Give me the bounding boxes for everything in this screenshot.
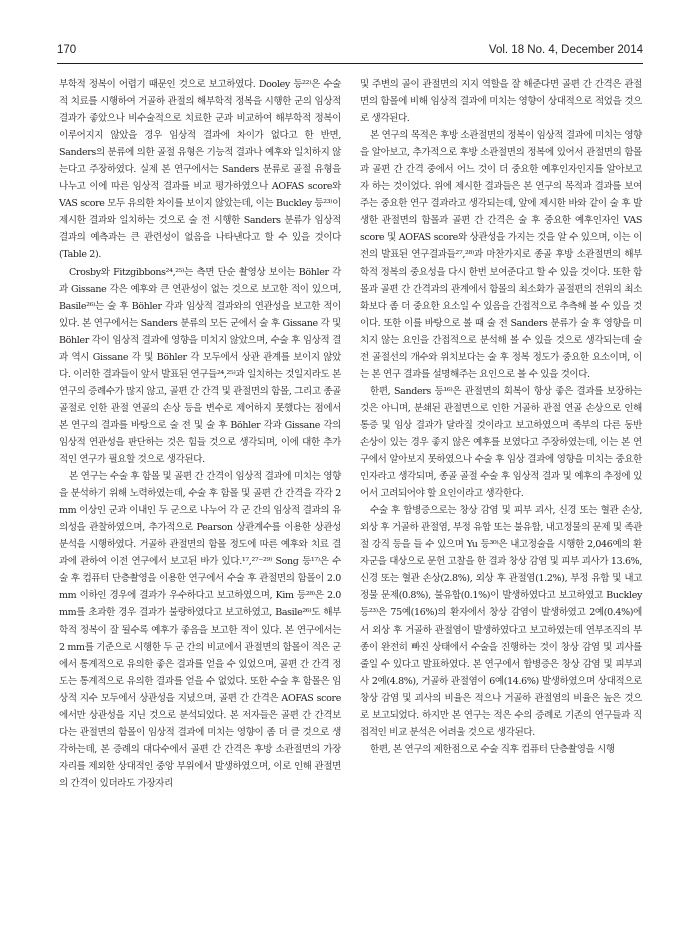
paragraph: Crosby와 Fitzgibbons²⁴,²⁵⁾는 측면 단순 촬영상 보이는 Böhler 각과 Gissane 각은 예후와 큰 연관성이 없는 것으로 보고한 적이 있으며, Basile²⁶⁾는 술 후 Böhler 각과 임상적 결과와의 연관성을 보고한 적이 있다. 본 연구에서는 Sanders 분류의 모든 군에서 술 후 Gissane 각 및 Böhler 각이 임상적 결과에 영향을 미치지 않았으며, 수술 후 임상적 결과 역시 Gissane 각 및 Böhler 각 모두에서 상관 관계를 보이지 않았다. 이러한 결과들이 앞서 발표된 연구들²⁴,²⁵⁾과 일치하는 것일지라도 본 연구의 증례수가 많지 않고, 골편 간 간격 및 관절면의 함몰, 그리고 종골 골절로 인한 관절 연골의 손상 등을 변수로 제어하지 못했다는 점에서 본 연구의 결과를 바탕으로 술 전 및 술 후 Böhler 각과 Gissane 각의 임상적 연관성을 판단하는 것은 힘들 것으로 생각되며, 이에 대한 추가적인 연구가 필요할 것으로 생각된다. — [59, 266, 341, 466]
paragraph: 본 연구의 목적은 후방 소관절면의 정복이 임상적 결과에 미치는 영향을 알아보고, 추가적으로 후방 소관절면의 정복에 있어서 관절면의 함몰과 골편 간 간격 중에서 어느 것이 더 중요한 예후인자인지를 알아보고자 하는 것이었다. 위에 제시한 결과들은 본 연구의 목적과 결과를 보여주는 중요한 연구 결과라고 생각되는데, 앞에 제시한 바와 같이 술 후 발생한 관절면의 함몰과 골편 간 간격은 술 후 중요한 예후인자인 VAS score 및 AOFAS score와 상관성을 가지는 것을 알 수 있으며, 이는 이전의 발표된 연구결과들²⁷,²⁸⁾과 마찬가지로 종골 후방 소관절면의 해부학적 정복의 중요성을 다시 한번 보여준다고 할 수 있을 것이다. 또한 함몰과 골편 간 간격과의 관계에서 함몰의 최소화가 골절편의 전위의 최소화보다 좀 더 중요한 요소일 수 있음을 간접적으로 추측해 볼 수 있을 것이다. 또한 이를 바탕으로 볼 때 술 전 Sanders 분류가 술 후 영향을 미치지 않는 요인을 간접적으로 분석해 볼 수 있을 것으로 생각되는데 술 전 골절선의 개수와 위치보다는 술 후 정복 정도가 중요한 요소이며, 이는 본 연구 결과를 설명해주는 요인으로 볼 수 있을 것이다. — [360, 130, 642, 380]
journal-reference: Vol. 18 No. 4, December 2014 — [488, 44, 643, 56]
paragraph: 한편, Sanders 등¹⁶⁾은 관절면의 회복이 항상 좋은 결과를 보장하는 것은 아니며, 분쇄된 관절면으로 인한 거골하 관절 연골 손상으로 인해 통증 및 임상 결과가 달라질 것이라고 보고하였으며 족부의 다른 동반 손상이 있는 경우 좋지 않은 예후를 보였다고 주장하였는데, 이는 본 연구에서 알아보지 못하였으나 수술 후 임상 결과에 영향을 미치는 중요한 인자라고 생각되며, 종골 골절 수술 후 임상적 결과 및 예후의 추정에 있어서 고려되어야 할 요인이라고 생각한다. — [360, 385, 642, 500]
paragraph: 수술 후 합병증으로는 창상 감염 및 피부 괴사, 신경 또는 혈관 손상, 외상 후 거골하 관절염, 부정 유합 또는 불유합, 내고정물의 문제 및 족관절 강직 등을 들 수 있으며 Yu 등³⁰⁾은 내고정술을 시행한 2,046예의 환자군을 대상으로 문헌 고찰을 한 결과 창상 감염 및 피부 괴사가 13.6%, 신경 또는 혈관 손상(2.8%), 외상 후 관절염(1.2%), 부정 유합 및 내고정물 문제(0.8%), 불유합(0.1%)이 발생하였다고 보고하였고 Buckley 등²³⁾은 75예(16%)의 환자에서 창상 감염이 발생하였고 2예(0.4%)에서 외상 후 거골하 관절염이 발생하였다고 보고하였는데 연부조직의 부종이 완전히 빠진 상태에서 수술을 진행하는 것이 창상 감염 및 괴사를 줄일 수 있다고 발표하였다. 본 연구에서 합병증은 창상 감염 및 피부괴사 2예(4.8%), 거골하 관절염이 6예(14.6%) 발생하였으며 상대적으로 창상 감염 및 괴사의 비율은 적으나 거골하 관절염의 비율은 높은 것으로 보고되었다. 하지만 본 연구는 적은 수의 증례로 기존의 연구들과 직접적인 비교 분석은 어려울 것으로 생각된다. — [360, 505, 642, 738]
right-column — [360, 76, 642, 758]
paragraph: 부학적 정복이 어렵기 때문인 것으로 보고하였다. Dooley 등²²⁾은 수술적 치료를 시행하여 거골하 관절의 해부학적 정복을 시행한 군의 임상적 결과가 좋았으나 비수술적으로 치료한 군과 비교하여 해부학적 정복이 이루어지지 않았을 경우 임상적 결과에 차이가 없다고 한 반면, Sanders의 분류에 의한 골절 유형은 기능적 결과나 예후와 일치하지 않는다고 주장하였다. 실제 본 연구에서는 Sanders 분류로 골절 유형을 나누고 이에 따른 임상적 결과를 비교 평가하였으나 AOFAS score와 VAS score 모두 유의한 차이를 보이지 않았는데, 이는 Buckley 등²³⁾이 제시한 결과와 일치하는 것으로 술 전 시행한 Sanders 분류가 임상적 결과의 예측과는 큰 관련성이 없음을 나타낸다고 할 수 있을 것이다(Table 2). — [59, 79, 341, 261]
left-column — [59, 76, 341, 792]
paragraph: 본 연구는 수술 후 함몰 및 골편 간 간격이 임상적 결과에 미치는 영향을 분석하기 위해 노력하였는데, 수술 후 함몰 및 골편 간 간격을 각각 2 mm 이상인 군과 이내인 두 군으로 나누어 각 군 간의 임상적 결과의 유의성을 관찰하였으며, 추가적으로 Pearson 상관계수를 이용한 상관성 분석을 시행하였다. 거골하 관절면의 함몰 정도에 따른 예후와 치료 결과에 관하여 이전 연구에서 보고된 바가 있다.¹⁷,²⁷⁻²⁹⁾ Song 등¹⁷⁾은 수술 후 컴퓨터 단층촬영을 이용한 연구에서 수술 후 관절면의 함몰이 2.0 mm 이하인 경우에 결과가 우수하다고 보고하였으며, Kim 등²⁸⁾은 2.0 mm를 초과한 경우 결과가 불량하였다고 보고하였고, Basile²⁶⁾도 해부학적 정복이 잘 될수록 예후가 좋음을 보고한 적이 있다. 본 연구에서는 2 mm를 기준으로 시행한 두 군 간의 비교에서 관절면의 함몰이 적은 군에서 통계적으로 유의한 좋은 결과를 얻을 수 있었으며, 골편 간 간격 정도는 통계적으로 유의한 결과를 얻을 수 없었다. 또한 수술 후 함몰은 임상적 지수 모두에서 상관성을 지녔으며, 골편 간 간격은 AOFAS score에서만 상관성을 지닌 것으로 분석되었다. 본 저자들은 골편 간 간격보다는 관절면의 함몰이 임상적 결과에 미치는 영향이 좀 더 클 것으로 생각하는데, 본 증례의 대다수에서 골편 간 간격은 후방 소관절면의 가장자리를 제외한 상대적인 중앙 부위에서 발생하였으며, 이로 인해 관절면의 간격이 있더라도 가장자리 — [59, 471, 341, 789]
running-header — [57, 44, 643, 60]
paragraph: 및 주변의 골이 관절면의 지지 역할을 잘 해준다면 골편 간 간격은 관절면의 함몰에 비해 임상적 결과에 미치는 영향이 상대적으로 적었을 것으로 생각된다. — [360, 79, 642, 125]
paragraph: 한편, 본 연구의 제한점으로 수술 직후 컴퓨터 단층촬영을 시행 — [370, 743, 615, 755]
header-rule — [57, 63, 643, 64]
page-number: 170 — [57, 44, 77, 56]
